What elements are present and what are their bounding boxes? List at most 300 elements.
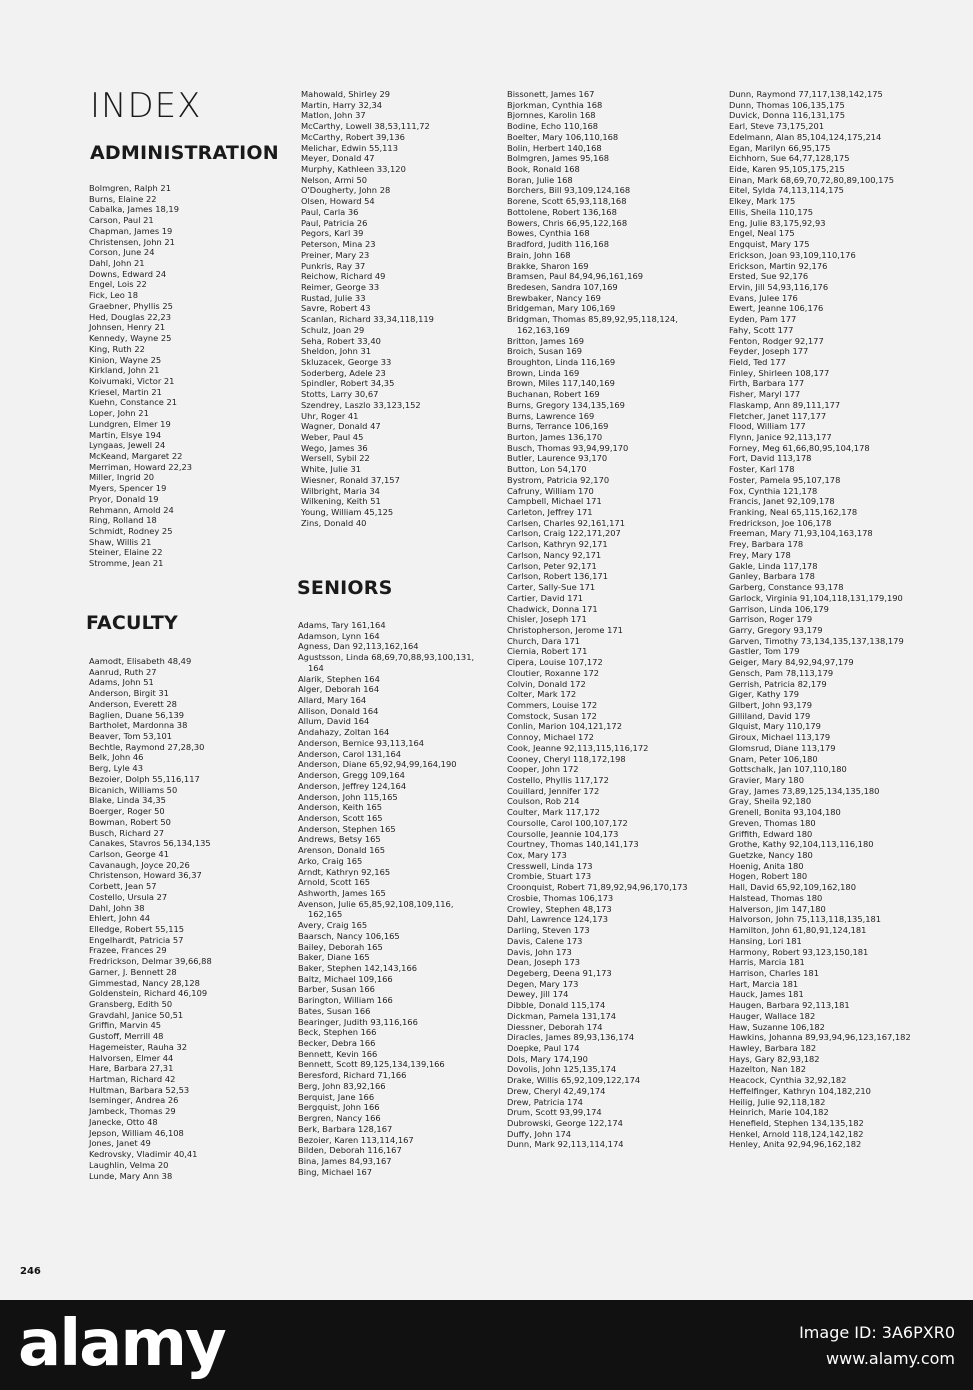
index-entry: Eng, Julie 83,175,92,93 [729, 217, 826, 228]
index-entry: Cresswell, Linda 173 [507, 860, 593, 871]
index-entry: Dunn, Mark 92,113,114,174 [507, 1139, 624, 1150]
index-entry: Hare, Barbara 27,31 [89, 1063, 174, 1074]
index-entry: Bezoier, Karen 113,114,167 [298, 1134, 414, 1145]
index-entry: Flood, William 177 [729, 421, 806, 432]
index-entry: Coulter, Mark 117,172 [507, 807, 600, 818]
index-entry: Brakke, Sharon 169 [507, 260, 589, 271]
index-entry: Bezoier, Dolph 55,116,117 [89, 773, 200, 784]
index-entry: Meyer, Donald 47 [301, 153, 375, 164]
index-entry: Barington, William 166 [298, 995, 393, 1006]
administration-heading: ADMINISTRATION [90, 142, 279, 164]
index-entry: Anderson, Jeffrey 124,164 [298, 780, 407, 791]
index-entry: Ewert, Jeanne 106,176 [729, 303, 824, 314]
index-entry: Egan, Marilyn 66,95,175 [729, 142, 831, 153]
index-entry: Chapman, James 19 [89, 225, 173, 236]
index-entry: Wilbright, Maria 34 [301, 485, 380, 496]
index-entry: Laughlin, Velma 20 [89, 1159, 169, 1170]
index-entry: Wiesner, Ronald 37,157 [301, 474, 400, 485]
index-entry: Bilden, Deborah 116,167 [298, 1145, 402, 1156]
index-entry: Janecke, Otto 48 [89, 1116, 158, 1127]
watermark-logo: alamy [18, 1307, 225, 1381]
index-entry: Courtney, Thomas 140,141,173 [507, 839, 639, 850]
index-entry: Mahowald, Shirley 29 [301, 89, 391, 99]
index-entry: Field, Ted 177 [729, 356, 786, 367]
index-entry: Carlson, Robert 136,171 [507, 571, 608, 582]
index-entry: Boerger, Roger 50 [89, 806, 165, 817]
index-entry: Cooper, John 172 [507, 764, 579, 775]
index-entry: Garrison, Linda 106,179 [729, 603, 829, 614]
index-entry: Geiger, Mary 84,92,94,97,179 [729, 657, 854, 668]
index-entry: Frey, Barbara 178 [729, 539, 804, 550]
index-entry: Anderson, John 115,165 [298, 791, 398, 802]
index-entry: Arko, Craig 165 [298, 855, 363, 866]
index-entry: Bredesen, Sandra 107,169 [507, 281, 618, 292]
index-entry: Bennett, Scott 89,125,134,139,166 [298, 1059, 445, 1070]
index-entry: Wagner, Donald 47 [301, 421, 381, 432]
index-entry: Bramsen, Paul 84,94,96,161,169 [507, 271, 644, 282]
index-entry: Cipera, Louise 107,172 [507, 657, 603, 668]
index-entry: Bridgman, Thomas 85,89,92,95,118,124, [507, 314, 678, 325]
index-entry: Adamson, Lynn 164 [298, 630, 380, 641]
index-entry: Engquist, Mary 175 [729, 239, 810, 250]
index-entry: Arnold, Scott 165 [298, 877, 371, 888]
index-entry: Andrews, Betsy 165 [298, 834, 381, 845]
index-entry: Hauck, James 181 [729, 989, 804, 1000]
index-entry: Edelmann, Alan 85,104,124,175,214 [729, 131, 882, 142]
index-entry: Alger, Deborah 164 [298, 684, 380, 695]
index-entry: Koivumaki, Victor 21 [89, 375, 175, 386]
index-entry: Dahl, John 38 [89, 902, 145, 913]
index-entry: White, Julie 31 [301, 464, 362, 475]
index-entry: Hed, Douglas 22,23 [89, 311, 171, 322]
index-entry: Fahy, Scott 177 [729, 324, 794, 335]
index-entry: Andahazy, Zoltan 164 [298, 727, 390, 738]
index-entry: Gottschalk, Jan 107,110,180 [729, 764, 847, 775]
index-entry: Brewbaker, Nancy 169 [507, 292, 601, 303]
index-entry: Halvorsen, Elmer 44 [89, 1052, 174, 1063]
page-title: INDEX [90, 86, 202, 126]
index-entry: Couillard, Jennifer 172 [507, 785, 600, 796]
index-entry: Hansing, Lori 181 [729, 935, 802, 946]
index-entry: Hawley, Barbara 182 [729, 1042, 817, 1053]
index-entry: Henley, Anita 92,94,96,162,182 [729, 1139, 862, 1150]
index-entry: Barber, Susan 166 [298, 984, 375, 995]
index-entry: 162,163,169 [517, 324, 570, 335]
index-entry: Stotts, Larry 30,67 [301, 389, 379, 400]
index-entry: Book, Ronald 168 [507, 164, 580, 175]
index-entry: Pryor, Donald 19 [89, 493, 159, 504]
index-entry: Commers, Louise 172 [507, 699, 598, 710]
index-entry: Gravdahl, Janice 50,51 [89, 1009, 184, 1020]
index-entry: Adams, John 51 [89, 677, 154, 688]
index-entry: Beresford, Richard 71,166 [298, 1070, 407, 1081]
index-entry: Goldenstein, Richard 46,109 [89, 988, 208, 999]
index-entry: Carlson, Nancy 92,171 [507, 549, 602, 560]
index-entry: Dibble, Donald 115,174 [507, 1000, 606, 1011]
index-entry: Hagemeister, Rauha 32 [89, 1041, 188, 1052]
index-entry: Miller, Ingrid 20 [89, 472, 155, 483]
index-entry: Crosbie, Thomas 106,173 [507, 892, 614, 903]
index-entry: Church, Dara 171 [507, 635, 581, 646]
index-entry: Henefield, Stephen 134,135,182 [729, 1118, 864, 1128]
administration-list [89, 183, 192, 569]
index-entry: Fenton, Rodger 92,177 [729, 335, 824, 346]
index-entry: Berg, John 83,92,166 [298, 1080, 386, 1091]
index-entry: Davis, John 173 [507, 946, 572, 957]
index-entry: Martin, Harry 32,34 [301, 99, 383, 110]
index-entry: Berquist, Jane 166 [298, 1091, 375, 1102]
index-entry: Ervin, Jill 54,93,116,176 [729, 281, 829, 292]
index-entry: Wilkening, Keith 51 [301, 496, 381, 507]
index-entry: Gray, Sheila 92,180 [729, 796, 812, 807]
index-entry: Drake, Willis 65,92,109,122,174 [507, 1075, 641, 1086]
index-entry: Allison, Donald 164 [298, 705, 379, 716]
index-entry: Rehmann, Arnold 24 [89, 504, 174, 515]
index-entry: Anderson, Scott 165 [298, 812, 383, 823]
index-entry: Jambeck, Thomas 29 [89, 1106, 176, 1117]
index-entry: Dahl, Lawrence 124,173 [507, 914, 609, 925]
index-entry: Brown, Linda 169 [507, 367, 580, 378]
index-entry: Eide, Karen 95,105,175,215 [729, 164, 845, 175]
index-entry: Halverson, Jim 147,180 [729, 903, 826, 914]
index-entry: Henkel, Arnold 118,124,142,182 [729, 1128, 864, 1139]
index-entry: Martin, Elsye 194 [89, 429, 162, 440]
index-entry: Merriman, Howard 22,23 [89, 461, 193, 472]
index-entry: Glomsrud, Diane 113,179 [729, 742, 836, 753]
index-entry: Bicanich, Williams 50 [89, 784, 178, 795]
index-entry: Downs, Edward 24 [89, 268, 167, 279]
index-entry: Anderson, Gregg 109,164 [298, 770, 405, 781]
index-entry: Hart, Marcia 181 [729, 978, 799, 989]
index-entry: Firth, Barbara 177 [729, 378, 805, 389]
index-entry: Cabalka, James 18,19 [89, 204, 179, 215]
index-entry: 164 [308, 662, 324, 673]
index-entry: Szendrey, Laszlo 33,123,152 [301, 399, 421, 410]
index-entry: Carlson, Craig 122,171,207 [507, 528, 621, 539]
index-entry: Beck, Stephen 166 [298, 1027, 377, 1038]
index-entry: Zins, Donald 40 [301, 517, 367, 528]
index-entry: Giger, Kathy 179 [729, 689, 800, 700]
index-entry: Burns, Terrance 106,169 [507, 421, 609, 432]
index-entry: Fick, Leo 18 [89, 290, 138, 301]
index-entry: Fisher, Maryl 177 [729, 389, 801, 400]
index-entry: Anderson, Carol 131,164 [298, 748, 402, 759]
index-entry: Allard, Mary 164 [298, 695, 367, 706]
index-entry: O'Dougherty, John 28 [301, 185, 391, 196]
index-entry: Burns, Lawrence 169 [507, 410, 595, 421]
index-entry: Ehlert, John 44 [89, 913, 151, 924]
index-entry: Carleton, Jeffrey 171 [507, 507, 593, 518]
index-entry: Harmony, Robert 93,123,150,181 [729, 946, 869, 957]
faculty-list-continued [301, 89, 434, 528]
index-entry: Canakes, Stavros 56,134,135 [89, 838, 211, 849]
index-entry: Colter, Mark 172 [507, 689, 577, 700]
index-entry: Wego, James 36 [301, 442, 368, 453]
index-entry: Soderberg, Adele 23 [301, 367, 386, 378]
index-entry: Busch, Thomas 93,94,99,170 [507, 442, 629, 453]
index-entry: Cavanaugh, Joyce 20,26 [89, 859, 190, 870]
index-entry: Garberg, Constance 93,178 [729, 582, 844, 593]
index-entry: Coursolle, Carol 100,107,172 [507, 817, 628, 828]
index-entry: Ashworth, James 165 [298, 887, 386, 898]
index-entry: Costello, Ursula 27 [89, 891, 168, 902]
faculty-heading: FACULTY [86, 612, 178, 634]
index-entry: Diessner, Deborah 174 [507, 1021, 603, 1032]
index-entry: Bina, James 84,93,167 [298, 1155, 392, 1166]
index-entry: Harris, Marcia 181 [729, 957, 805, 968]
index-entry: Bowes, Cynthia 168 [507, 228, 590, 239]
index-entry: Anderson, Bernice 93,113,164 [298, 737, 425, 748]
seniors-list-column-3 [507, 89, 688, 1150]
index-entry: Evans, Julee 176 [729, 292, 798, 303]
index-entry: Jepson, William 46,108 [89, 1127, 184, 1138]
index-entry: Davis, Calene 173 [507, 935, 583, 946]
index-entry: Matlon, John 37 [301, 110, 366, 121]
index-entry: Bowers, Chris 66,95,122,168 [507, 217, 628, 228]
index-entry: Engel, Neal 175 [729, 228, 795, 239]
index-entry: Gravier, Mary 180 [729, 775, 804, 785]
index-entry: Engel, Lois 22 [89, 279, 147, 290]
index-entry: Earl, Steve 73,175,201 [729, 121, 825, 132]
index-entry: Dubrowski, George 122,174 [507, 1118, 623, 1128]
index-entry: Button, Lon 54,170 [507, 464, 587, 475]
index-entry: Dean, Joseph 173 [507, 957, 581, 968]
index-entry: Borchers, Bill 93,109,124,168 [507, 185, 631, 196]
index-entry: Erickson, Martin 92,176 [729, 260, 828, 271]
index-entry: Bridgeman, Mary 106,169 [507, 303, 616, 314]
index-entry: Bennett, Kevin 166 [298, 1048, 378, 1059]
index-entry: Carter, Sally-Sue 171 [507, 582, 596, 593]
index-entry: Carson, Paul 21 [89, 215, 154, 226]
index-entry: Punkris, Ray 37 [301, 260, 366, 271]
index-entry: Kennedy, Wayne 25 [89, 333, 172, 344]
index-entry: Kinion, Wayne 25 [89, 354, 162, 365]
index-entry: Shaw, Willis 21 [89, 536, 152, 547]
index-entry: Fort, David 113,178 [729, 453, 812, 464]
index-entry: Guetzke, Nancy 180 [729, 850, 813, 861]
index-entry: Haugen, Barbara 92,113,181 [729, 1000, 850, 1011]
index-entry: 162,165 [308, 909, 343, 920]
index-entry: Aamodt, Elisabeth 48,49 [89, 656, 192, 666]
index-entry: Dunn, Raymond 77,117,138,142,175 [729, 89, 883, 99]
index-entry: Christensen, John 21 [89, 236, 175, 247]
index-entry: McKeand, Margaret 22 [89, 450, 183, 461]
index-entry: Haw, Suzanne 106,182 [729, 1021, 825, 1032]
index-entry: Frazee, Frances 29 [89, 945, 167, 956]
index-entry: Bissonett, James 167 [507, 89, 595, 99]
index-entry: Ciernia, Robert 171 [507, 646, 588, 657]
index-entry: Degen, Mary 173 [507, 978, 579, 989]
index-entry: Heilig, Julie 92,118,182 [729, 1096, 826, 1107]
index-entry: Burton, James 136,170 [507, 432, 603, 442]
index-entry: Ersted, Sue 92,176 [729, 271, 809, 282]
index-entry: Hauger, Wallace 182 [729, 1010, 816, 1021]
index-entry: McCarthy, Robert 39,136 [301, 131, 405, 142]
faculty-list [89, 656, 212, 1181]
index-entry: Fredrickson, Joe 106,178 [729, 517, 832, 528]
index-entry: Gnam, Peter 106,180 [729, 753, 818, 764]
index-entry: Lunde, Mary Ann 38 [89, 1170, 173, 1181]
seniors-heading: SENIORS [297, 577, 393, 599]
index-entry: Cooney, Cheryl 118,172,198 [507, 753, 626, 764]
index-entry: Anderson, Stephen 165 [298, 823, 396, 834]
index-entry: Duffy, John 174 [507, 1128, 572, 1139]
index-entry: Bowman, Robert 50 [89, 816, 171, 827]
index-entry: Erickson, Joan 93,109,110,176 [729, 249, 856, 260]
index-entry: Foster, Pamela 95,107,178 [729, 474, 841, 485]
index-entry: Anderson, Everett 28 [89, 698, 177, 709]
index-entry: Drum, Scott 93,99,174 [507, 1107, 602, 1118]
index-entry: Schulz, Joan 29 [301, 324, 365, 335]
index-entry: Garner, J. Bennett 28 [89, 966, 177, 977]
index-entry: Eyden, Pam 177 [729, 314, 797, 325]
index-entry: Lundgren, Elmer 19 [89, 418, 171, 429]
index-entry: Gakle, Linda 117,178 [729, 560, 818, 571]
index-entry: Cox, Mary 173 [507, 850, 567, 861]
index-entry: Reimer, George 33 [301, 281, 380, 292]
index-entry: Kedrovsky, Vladimir 40,41 [89, 1149, 198, 1160]
index-entry: Agustsson, Linda 68,69,70,88,93,100,131, [298, 652, 475, 663]
index-entry: Beaver, Tom 53,101 [89, 731, 173, 742]
index-entry: Anderson, Diane 65,92,94,99,164,190 [298, 759, 457, 770]
index-entry: Bolmgren, Ralph 21 [89, 183, 171, 193]
index-entry: Comstock, Susan 172 [507, 710, 597, 721]
index-entry: Broughton, Linda 116,169 [507, 356, 616, 367]
index-entry: Francis, Janet 92,109,178 [729, 496, 835, 507]
index-entry: Schmidt, Rodney 25 [89, 526, 173, 536]
index-entry: Burns, Elaine 22 [89, 193, 157, 204]
index-entry: Hall, David 65,92,109,162,180 [729, 882, 856, 893]
index-entry: Anderson, Birgit 31 [89, 688, 169, 699]
index-entry: Dewey, Jill 174 [507, 989, 569, 1000]
index-entry: Graebner, Phyllis 25 [89, 300, 173, 311]
index-entry: Dahl, John 21 [89, 258, 145, 269]
index-entry: Butler, Laurence 93,170 [507, 453, 608, 464]
index-entry: Garrison, Roger 179 [729, 614, 813, 625]
index-entry: Christenson, Howard 36,37 [89, 870, 202, 881]
index-entry: Baker, Diane 165 [298, 952, 370, 963]
index-entry: Becker, Debra 166 [298, 1038, 376, 1049]
index-entry: Belk, John 46 [89, 752, 144, 763]
index-entry: Diracles, James 89,93,136,174 [507, 1032, 635, 1043]
index-entry: Flynn, Janice 92,113,177 [729, 432, 832, 442]
index-entry: Coursolle, Jeannie 104,173 [507, 828, 619, 839]
index-entry: Spindler, Robert 34,35 [301, 378, 395, 389]
index-entry: Bradford, Judith 116,168 [507, 239, 609, 250]
index-entry: Grothe, Kathy 92,104,113,116,180 [729, 839, 874, 850]
index-entry: Eichhorn, Sue 64,77,128,175 [729, 153, 850, 164]
index-entry: Bolin, Herbert 140,168 [507, 142, 602, 153]
page-number: 246 [20, 1266, 41, 1277]
index-entry: Busch, Richard 27 [89, 827, 165, 838]
index-entry: Arndt, Kathryn 92,165 [298, 866, 391, 877]
index-entry: Brown, Miles 117,140,169 [507, 378, 615, 389]
index-entry: Darling, Steven 173 [507, 925, 590, 936]
index-entry: Crombie, Stuart 173 [507, 871, 592, 882]
index-entry: Forney, Meg 61,66,80,95,104,178 [729, 442, 870, 453]
index-entry: Hogen, Robert 180 [729, 871, 808, 882]
seniors-list-column-4 [729, 89, 911, 1150]
index-entry: Iseminger, Andrea 26 [89, 1095, 179, 1106]
index-entry: Myers, Spencer 19 [89, 483, 167, 494]
index-entry: Hultman, Barbara 52,53 [89, 1084, 190, 1095]
index-entry: Olsen, Howard 54 [301, 196, 375, 207]
index-entry: Steiner, Elaine 22 [89, 547, 163, 558]
index-entry: Britton, James 169 [507, 335, 585, 346]
index-entry: Reichow, Richard 49 [301, 271, 386, 282]
index-entry: Einan, Mark 68,69,70,72,80,89,100,175 [729, 174, 894, 185]
index-entry: Gerrish, Patricia 82,179 [729, 678, 827, 689]
index-entry: Berk, Barbara 128,167 [298, 1123, 393, 1134]
index-entry: Burns, Gregory 134,135,169 [507, 399, 625, 410]
index-entry: Engelhardt, Patricia 57 [89, 934, 184, 945]
index-entry: Melichar, Edwin 55,113 [301, 142, 398, 153]
index-entry: Adams, Tary 161,164 [298, 620, 386, 630]
index-entry: Berg, Lyle 43 [89, 763, 143, 774]
index-entry: Freeman, Mary 71,93,104,163,178 [729, 528, 873, 539]
index-entry: Cook, Jeanne 92,113,115,116,172 [507, 742, 649, 753]
index-entry: Bottolene, Robert 136,168 [507, 206, 617, 217]
index-entry: Baker, Stephen 142,143,166 [298, 963, 418, 973]
index-entry: Dols, Mary 174,190 [507, 1053, 588, 1064]
index-entry: Uhr, Roger 41 [301, 410, 359, 421]
index-entry: Bystrom, Patricia 92,170 [507, 474, 610, 485]
watermark-bar [0, 1300, 973, 1390]
index-entry: Flaskamp, Ann 89,111,177 [729, 399, 841, 410]
index-entry: Ganley, Barbara 178 [729, 571, 815, 582]
index-entry: Scanlan, Richard 33,34,118,119 [301, 314, 434, 325]
index-entry: Agness, Dan 92,113,162,164 [298, 641, 419, 652]
watermark-image-id: Image ID: 3A6PXR0 [799, 1323, 955, 1342]
index-entry: Peterson, Mina 23 [301, 239, 376, 250]
index-entry: Christopherson, Jerome 171 [507, 624, 623, 635]
index-entry: Cloutier, Roxanne 172 [507, 667, 600, 678]
index-entry: Gensch, Pam 78,113,179 [729, 667, 834, 678]
index-entry: Pegors, Karl 39 [301, 228, 364, 239]
index-entry: Bechtle, Raymond 27,28,30 [89, 741, 205, 752]
index-entry: Hazelton, Nan 182 [729, 1064, 806, 1075]
index-entry: Coulson, Rob 214 [507, 796, 580, 807]
index-entry: Baltz, Michael 109,166 [298, 973, 393, 984]
index-entry: Bing, Michael 167 [298, 1166, 373, 1177]
index-entry: King, Ruth 22 [89, 343, 145, 354]
index-entry: Finley, Shirleen 108,177 [729, 367, 830, 378]
index-entry: Gastler, Tom 179 [729, 646, 800, 657]
index-entry: Bodine, Echo 110,168 [507, 121, 599, 132]
index-entry: Aanrud, Ruth 27 [89, 666, 157, 677]
index-entry: Baarsch, Nancy 106,165 [298, 930, 400, 941]
index-entry: Foster, Karl 178 [729, 464, 795, 475]
index-entry: Anderson, Keith 165 [298, 802, 383, 813]
index-entry: Corbett, Jean 57 [89, 881, 157, 892]
index-entry: Brain, John 168 [507, 249, 571, 260]
index-entry: Chadwick, Donna 171 [507, 603, 598, 614]
index-entry: Crowley, Stephen 48,173 [507, 903, 612, 914]
index-entry: Dickman, Pamela 131,174 [507, 1010, 616, 1021]
index-entry: Savre, Robert 43 [301, 303, 371, 314]
index-entry: Ellis, Sheila 110,175 [729, 206, 814, 217]
index-entry: Sheldon, John 31 [301, 346, 372, 357]
index-entry: Avenson, Julie 65,85,92,108,109,116, [298, 898, 454, 909]
index-entry: Campbell, Michael 171 [507, 496, 602, 507]
index-entry: Heinrich, Marie 104,182 [729, 1107, 829, 1118]
index-entry: Skluzacek, George 33 [301, 356, 392, 367]
index-entry: Cartier, David 171 [507, 592, 584, 603]
index-entry: Degeberg, Deena 91,173 [507, 967, 612, 978]
index-entry: Broich, Susan 169 [507, 346, 583, 357]
index-entry: Dovolis, John 125,135,174 [507, 1064, 617, 1075]
index-entry: Gimmestad, Nancy 28,128 [89, 977, 200, 988]
